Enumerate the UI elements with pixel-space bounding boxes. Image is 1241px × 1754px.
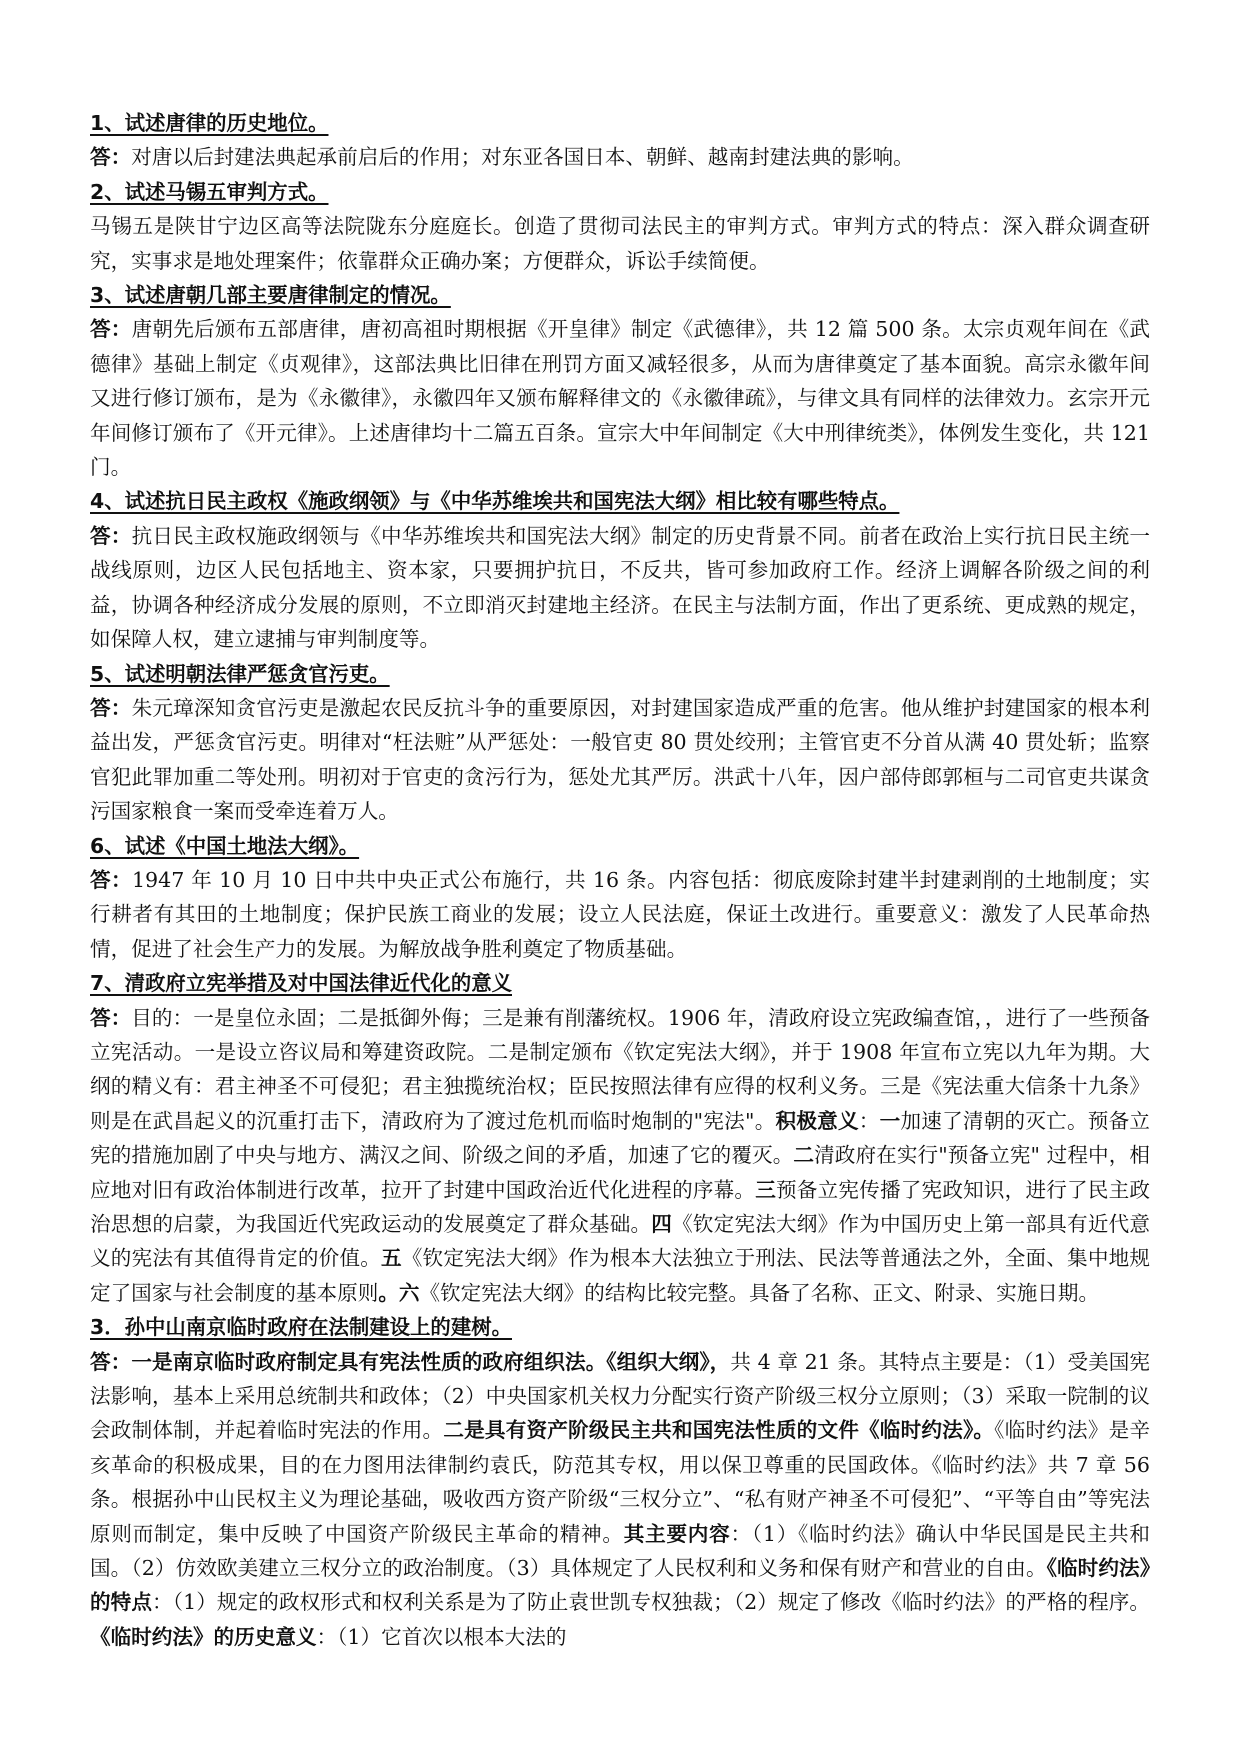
answer-label: 答： xyxy=(90,523,132,548)
answer-text: 答：一是南京临时政府制定具有宪法性质的政府组织法。《组织大纲》，共 4 章 21 条。其特点主要是：（1）受美国宪法影响，基本上采用总统制共和政体；（2）中央国家机关权力分配实行资产阶级三权分立原则；（3）采取一院制的议会政制体制，并起着临时宪法的作用。二是具有资产阶级民主共和国宪法性质的文件《临时约法》。《临时约法》是辛亥革命的积极成果，目的在力图用法律制约袁氏，防范其专权，用以保卫尊重的民国政体。《临时约法》共 7 章 56 条。根据孙中山民权主义为理论基础，吸收西方资产阶级“三权分立”、“私有财产神圣不可侵犯”、“平等自由”等宪法原则而制定，集中反映了中国资产阶级民主革命的精神。其主要内容：（1）《临时约法》确认中华民国是民主共和国。（2）仿效欧美建立三权分立的政治制度。（3）具体规定了人民权利和义务和保有财产和营业的自由。《临时约法》的特点：（1）规定的政权形式和权利关系是为了防止袁世凯专权独裁；（2）规定了修改《临时约法》的严格的程序。《临时约法》的历史意义：（1）它首次以根本大法的 xyxy=(90,1349,1151,1649)
question-title: 1、试述唐律的历史地位。 xyxy=(90,111,329,135)
question-8 xyxy=(90,1310,1150,1654)
question-1 xyxy=(90,106,1150,175)
document-page xyxy=(90,106,1150,1654)
question-4 xyxy=(90,484,1150,656)
answer-text: 答：唐朝先后颁布五部唐律，唐初高祖时期根据《开皇律》制定《武德律》，共 12 篇 500 条。太宗贞观年间在《武德律》基础上制定《贞观律》，这部法典比旧律在刑罚方面又减轻很多，从而为唐律奠定了基本面貌。高宗永徽年间又进行修订颁布，是为《永徽律》，永徽四年又颁布解释律文的《永徽律疏》，与律文具有同样的法律效力。玄宗开元年间修订颁布了《开元律》。上述唐律均十二篇五百条。宣宗大中年间制定《大中刑律统类》，体例发生变化，共 121 门。 xyxy=(90,317,1150,480)
question-title: 4、试述抗日民主政权《施政纲领》与《中华苏维埃共和国宪法大纲》相比较有哪些特点。 xyxy=(90,489,900,514)
question-3 xyxy=(90,278,1150,484)
answer-label: 答： xyxy=(90,1005,132,1030)
answer-label: 答： xyxy=(90,1349,132,1374)
answer-text: 答：抗日民主政权施政纲领与《中华苏维埃共和国宪法大纲》制定的历史背景不同。前者在政治上实行抗日民主统一战线原则，边区人民包括地主、资本家，只要拥护抗日，不反共，皆可参加政府工作。经济上调解各阶级之间的利益，协调各种经济成分发展的原则，不立即消灭封建地主经济。在民主与法制方面，作出了更系统、更成熟的规定，如保障人权，建立逮捕与审判制度等。 xyxy=(90,523,1150,652)
answer-text: 答：朱元璋深知贪官污吏是激起农民反抗斗争的重要原因，对封建国家造成严重的危害。他从维护封建国家的根本利益出发，严惩贪官污吏。明律对“枉法赃”从严惩处：一般官吏 80 贯处绞刑；主管官吏不分首从满 40 贯处斩；监察官犯此罪加重二等处刑。明初对于官吏的贪污行为，惩处尤其严厉。洪武十八年，因户部侍郎郭桓与二司官吏共谋贪污国家粮食一案而受牵连着万人。 xyxy=(90,695,1150,824)
question-title: 5、试述明朝法律严惩贪官污吏。 xyxy=(90,661,390,686)
question-title: 6、试述《中国土地法大纲》。 xyxy=(90,833,360,858)
question-5 xyxy=(90,657,1150,829)
question-6 xyxy=(90,829,1150,967)
question-2 xyxy=(90,175,1150,278)
answer-text: 答：对唐以后封建法典起承前启后的作用；对东亚各国日本、朝鲜、越南封建法典的影响。 xyxy=(90,145,914,170)
question-title: 3、试述唐朝几部主要唐律制定的情况。 xyxy=(90,283,451,308)
answer-label: 答： xyxy=(90,317,132,342)
question-title: 3．孙中山南京临时政府在法制建设上的建树。 xyxy=(90,1315,512,1340)
question-title: 7、清政府立宪举措及对中国法律近代化的意义 xyxy=(90,971,512,996)
answer-text: 答：目的：一是皇位永固；二是抵御外侮；三是兼有削藩统权。1906 年，清政府设立宪政编查馆，，进行了一些预备立宪活动。一是设立咨议局和筹建资政院。二是制定颁布《钦定宪法大纲》，并于 1908 年宣布立宪以九年为期。大纲的精义有：君主神圣不可侵犯；君主独揽统治权；臣民按照法律有应得的权利义务。三是《宪法重大信条十九条》则是在武昌起义的沉重打击下，清政府为了渡过危机而临时炮制的"宪法"。积极意义：一加速了清朝的灭亡。预备立宪的措施加剧了中央与地方、满汉之间、阶级之间的矛盾，加速了它的覆灭。二清政府在实行"预备立宪" 过程中，相应地对旧有政治体制进行改革，拉开了封建中国政治近代化进程的序幕。三预备立宪传播了宪政知识，进行了民主政治思想的启蒙，为我国近代宪政运动的发展奠定了群众基础。四《钦定宪法大纲》作为中国历史上第一部具有近代意义的宪法有其值得肯定的价值。五《钦定宪法大纲》作为根本大法独立于刑法、民法等普通法之外，全面、集中地规定了国家与社会制度的基本原则。六《钦定宪法大纲》的结构比较完整。具备了名称、正文、附录、实施日期。 xyxy=(90,1005,1151,1305)
answer-text: 马锡五是陕甘宁边区高等法院陇东分庭庭长。创造了贯彻司法民主的审判方式。审判方式的特点：深入群众调查研究，实事求是地处理案件；依靠群众正确办案；方便群众，诉讼手续简便。 xyxy=(90,214,1150,273)
answer-label: 答： xyxy=(90,867,132,892)
answer-label: 答： xyxy=(90,145,132,170)
question-title: 2、试述马锡五审判方式。 xyxy=(90,179,329,204)
answer-label: 答： xyxy=(90,695,132,720)
answer-text: 答：1947 年 10 月 10 日中共中央正式公布施行，共 16 条。内容包括：彻底废除封建半封建剥削的土地制度；实行耕者有其田的土地制度；保护民族工商业的发展；设立人民法庭，保证土改进行。重要意义：激发了人民革命热情，促进了社会生产力的发展。为解放战争胜利奠定了物质基础。 xyxy=(90,867,1151,961)
question-7 xyxy=(90,966,1150,1310)
